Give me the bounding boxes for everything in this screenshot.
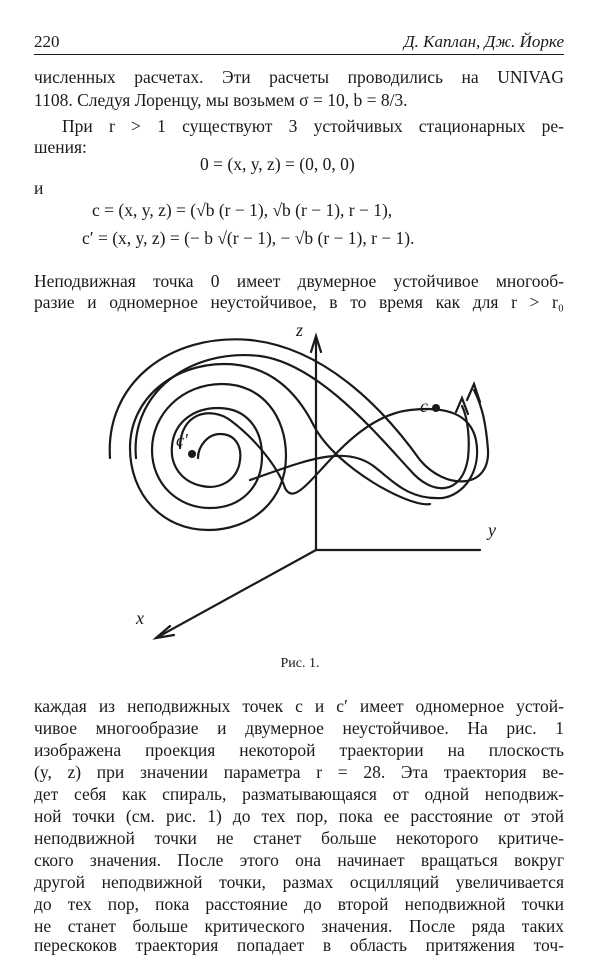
text-line: каждая из неподвижных точек c и c′ имеет одномерное устой- xyxy=(34,696,564,716)
axis-label-z: z xyxy=(296,320,304,340)
figure-drawing xyxy=(90,318,530,648)
page-number: 220 xyxy=(34,32,60,51)
text-line: численных расчетах. Эти расчеты проводились на UNIVAG xyxy=(34,67,564,87)
text-line: другой неподвижной точки, размах осцилляций увеличивается xyxy=(34,872,564,892)
text-line: (y, z) при значении параметра r = 28. Эта траектория ве- xyxy=(34,762,564,782)
fixed-point-c-dot xyxy=(432,404,440,412)
fixed-point-c-prime-dot xyxy=(188,450,196,458)
text-line: до тех пор, пока расстояние до второй неподвижной точки xyxy=(34,894,564,914)
text-line: Неподвижная точка 0 имеет двумерное устойчивое многооб- xyxy=(34,271,564,291)
equation-c: c = (x, y, z) = (√b (r − 1), √b (r − 1), r − 1), xyxy=(92,200,393,220)
text-line: шения: xyxy=(34,137,87,157)
equation-origin: 0 = (x, y, z) = (0, 0, 0) xyxy=(200,154,355,174)
page-header xyxy=(34,30,564,55)
text-line: изображена проекция некоторой траектории на плоскость xyxy=(34,740,564,760)
text-line: 1108. Следуя Лоренцу, мы возьмем σ = 10, b = 8/3. xyxy=(34,90,408,110)
trajectory-spiral xyxy=(130,364,430,530)
axis-label-x: x xyxy=(136,608,144,628)
x-axis xyxy=(156,550,316,638)
text-line: дет себя как спираль, разматывающаяся от одной неподвиж- xyxy=(34,784,564,804)
equation-c-prime: c′ = (x, y, z) = (− b √(r − 1), − √b (r − 1), r − 1). xyxy=(82,228,415,248)
lorenz-attractor-figure xyxy=(90,318,530,648)
text-line: разие и одномерное неустойчивое, в то время как для r > r₀ xyxy=(34,292,564,312)
text-line: неподвижной точки не станет больше некоторого критиче- xyxy=(34,828,564,848)
point-label-c: c xyxy=(420,396,428,416)
trajectory-loop-2 xyxy=(136,355,469,488)
trajectory-loop-1 xyxy=(180,409,477,498)
conjunction: и xyxy=(34,178,44,198)
text-line: перескоков траектория попадает в область притяжения точ- xyxy=(34,935,564,955)
text-line: ского значения. После этого она начинает вращаться вокруг xyxy=(34,850,564,870)
text-line: не станет больше критического значения. После ряда таких xyxy=(34,916,564,936)
running-title-authors: Д. Каплан, Дж. Йорке xyxy=(403,32,564,51)
axis-label-y: y xyxy=(488,520,496,540)
text-line: чивое многообразие и двумерное неустойчивое. На рис. 1 xyxy=(34,718,564,738)
trajectory-arrow-outer xyxy=(467,384,480,402)
text-line: ной точки (см. рис. 1) до тех пор, пока ее расстояние от этой xyxy=(34,806,564,826)
point-label-c-prime: c′ xyxy=(176,430,188,450)
text-line: При r > 1 существуют 3 устойчивых стационарных ре- xyxy=(62,116,564,136)
figure-caption: Рис. 1. xyxy=(280,656,320,671)
